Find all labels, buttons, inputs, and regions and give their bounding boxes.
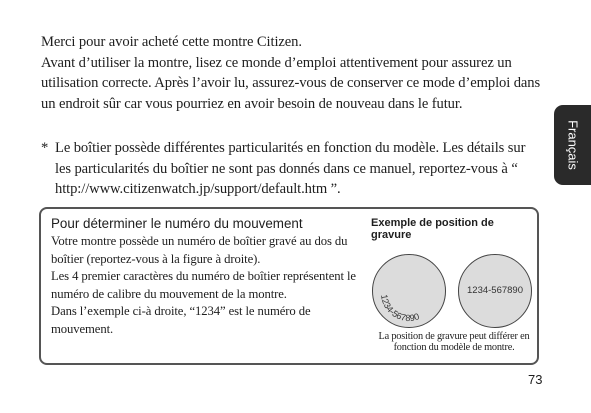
watch-caseback-curved-engraving	[372, 254, 446, 328]
language-tab	[554, 105, 591, 185]
curved-engraving-number: 1234-567890	[378, 293, 421, 324]
language-tab-label: Français	[565, 120, 580, 170]
movement-paragraph-2: Les 4 premier caractères du numéro de boîtier représentent le numéro de calibre du mouvement de la montre.	[51, 269, 356, 301]
movement-paragraph-3: Dans l’exemple ci-à droite, “1234” est le numéro de mouvement.	[51, 304, 311, 336]
example-title: Exemple de position de gravure	[371, 217, 494, 241]
note-asterisk: *	[41, 140, 49, 156]
movement-paragraph-1: Votre montre possède un numéro de boîtier gravé au dos du boîtier (reportez-vous à la figure à droite).	[51, 234, 348, 266]
movement-number-box	[39, 207, 539, 365]
flat-engraving-number: 1234-567890	[467, 285, 523, 296]
thanks-paragraph: Merci pour avoir acheté cette montre Citizen.	[41, 34, 302, 50]
engraving-caption: La position de gravure peut différer en fonction du modèle de montre.	[378, 331, 530, 353]
intro-text	[41, 32, 541, 114]
engraving-example	[371, 217, 536, 353]
case-note	[41, 138, 541, 200]
instructions-paragraph: Avant d’utiliser la montre, lisez ce monde d’emploi attentivement pour assurez un utilisation correcte. Après l’avoir lu, assurez-vous de conserver ce mode d’emploi dans un endroit sûr car vous pourriez en avoir besoin de nouveau dans le futur.	[41, 54, 541, 112]
note-text: Le boîtier possède différentes particularités en fonction du modèle. Les détails sur les particularités du boîtier ne sont pas donnés dans ce manuel, reportez-vous à “ http://www.citizenwatch.jp/support/default.htm ”.	[55, 140, 526, 197]
curved-engraving-svg	[373, 255, 445, 327]
watch-caseback-flat-engraving	[458, 254, 532, 328]
movement-instructions	[51, 215, 363, 339]
page-number: 73	[528, 372, 543, 387]
movement-box-title: Pour déterminer le numéro du mouvement	[51, 216, 303, 231]
